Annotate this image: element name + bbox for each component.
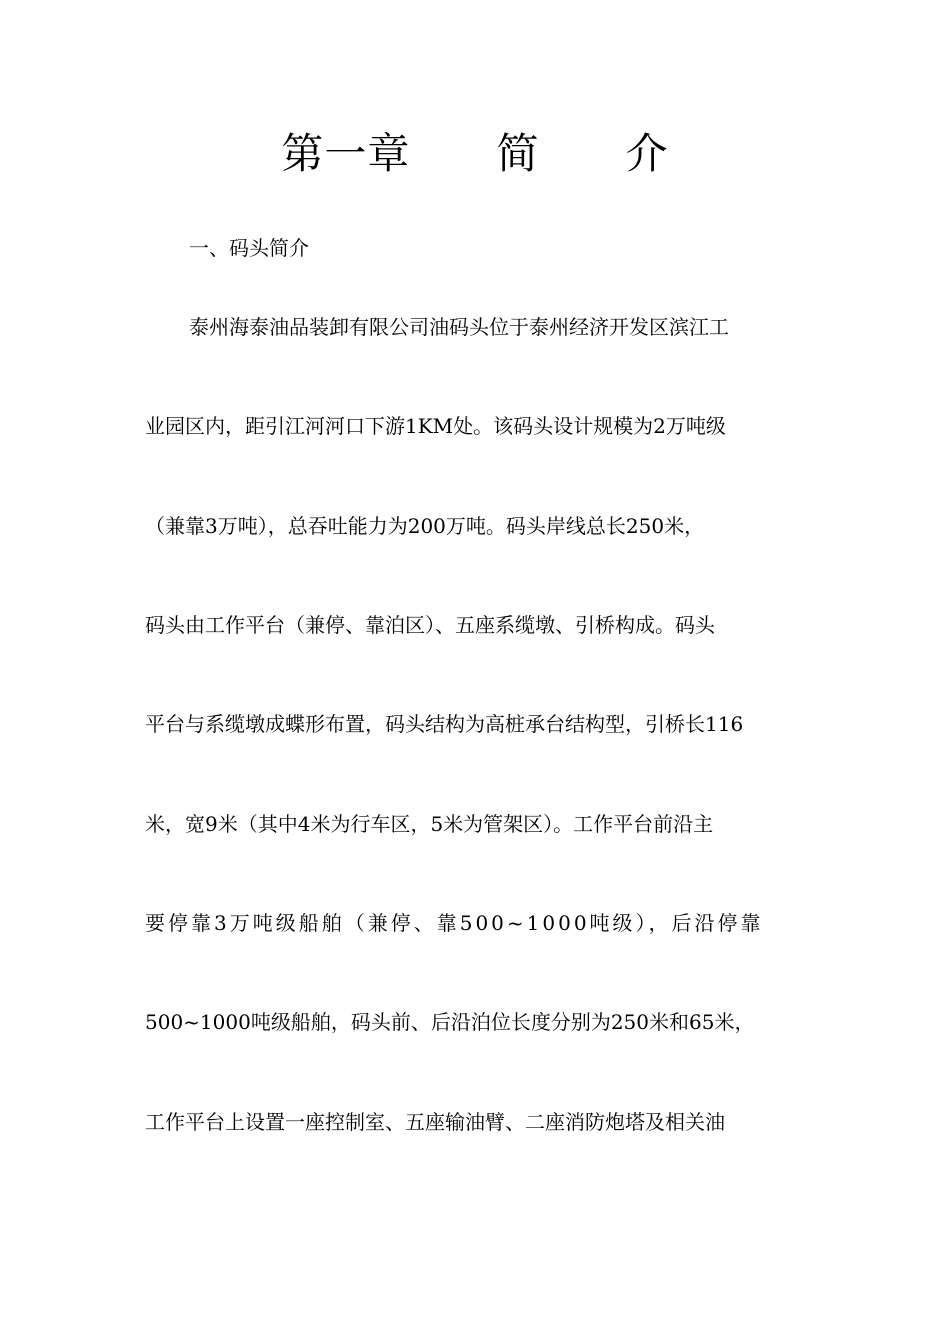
- paragraph-line: 米，宽9米（其中4米为行车区，5米为管架区）。工作平台前沿主: [145, 812, 714, 836]
- paragraph-line: 500~1000吨级船舶，码头前、后沿泊位长度分别为250米和65米，: [145, 1010, 755, 1034]
- paragraph-line: 平台与系缆墩成蝶形布置，码头结构为高桩承台结构型，引桥长116: [145, 712, 744, 736]
- paragraph-line: 要停靠3万吨级船舶（兼停、靠500~1000吨级），后沿停靠: [145, 911, 764, 935]
- paragraph-line: （兼靠3万吨），总吞吐能力为200万吨。码头岸线总长250米，: [145, 514, 705, 538]
- chapter-title: 第一章 简 介: [281, 129, 669, 178]
- paragraph-line: 业园区内，距引江河河口下游1KM处。该码头设计规模为2万吨级: [145, 414, 726, 438]
- paragraph-line: 泰州海泰油品装卸有限公司油码头位于泰州经济开发区滨江工: [189, 315, 729, 339]
- paragraph-line: 工作平台上设置一座控制室、五座输油臂、二座消防炮塔及相关油: [145, 1110, 725, 1134]
- section-heading: 一、码头简介: [189, 236, 309, 260]
- paragraph-line: 码头由工作平台（兼停、靠泊区）、五座系缆墩、引桥构成。码头: [145, 613, 715, 637]
